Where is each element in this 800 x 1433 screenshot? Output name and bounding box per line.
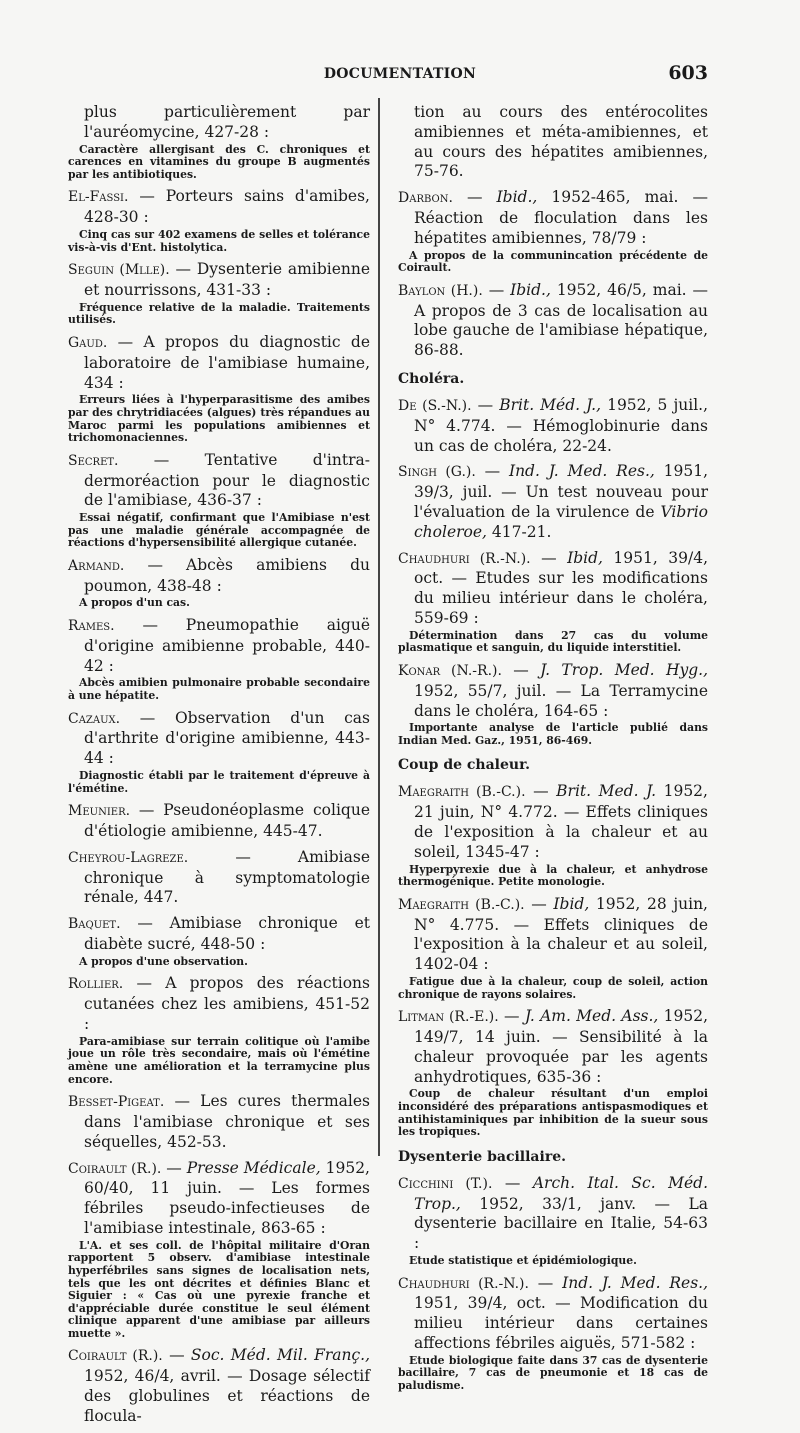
entry-summary: Fréquence relative de la maladie. Traitements utilisés. bbox=[68, 300, 370, 327]
entry-text: — bbox=[475, 462, 509, 481]
bib-entry bbox=[68, 1346, 370, 1426]
left-column bbox=[68, 103, 370, 1433]
bib-entry bbox=[68, 103, 370, 181]
bib-entry bbox=[398, 661, 708, 748]
journal-title: Ind. J. Med. Res., bbox=[508, 462, 655, 481]
bib-entry bbox=[398, 549, 708, 655]
bib-entry bbox=[68, 801, 370, 842]
entry-text: — Amibiase chronique à symptomatologie rénale, 447. bbox=[84, 847, 370, 907]
entry-text: — bbox=[161, 1158, 187, 1177]
entry-author: Rames. bbox=[68, 618, 115, 635]
entry-summary: Importante analyse de l'article publié dans Indian Med. Gaz., 1951, 86-469. bbox=[398, 721, 708, 747]
journal-title: J. Am. Med. Ass., bbox=[524, 1007, 659, 1026]
bib-entry bbox=[68, 914, 370, 968]
entry-text: 1952, 5 juil., N° 4.774. — Hémoglobinurie dans un cas de choléra, 22-24. bbox=[414, 395, 708, 455]
entry-summary: Coup de chaleur résultant d'un emploi inconsidéré des préparations antispasmodiques et antihistaminiques par inhibition de la sueur sous les tropiques. bbox=[398, 1087, 708, 1139]
entry-summary: A propos d'un cas. bbox=[79, 596, 190, 610]
journal-title: Ibid, bbox=[553, 894, 590, 913]
bib-entry bbox=[398, 281, 708, 361]
journal-title: Arch. Ital. Sc. Méd. Trop., bbox=[414, 1173, 709, 1213]
bib-entry bbox=[68, 556, 370, 610]
entry-text: — Tentative d'intra-dermoréaction pour le diagnostic de l'amibiase, 436-37 : bbox=[84, 450, 370, 510]
entry-author: Darbon. bbox=[398, 190, 453, 207]
entry-summary: L'A. et ses coll. de l'hôpital militaire d'Oran rapportent 5 observ. d'amibiase intestinale hyperfébriles sans signes de localisation nets, tels que les ont décrites et définies Blanc et Siguier : « Cas où une pyrexie franche et d'appréciable durée constitue le seul élément clinique apparent d'une amibiase par ailleurs muette ». bbox=[68, 1238, 370, 1340]
bib-entry bbox=[68, 848, 370, 908]
entry-summary: Para-amibiase sur terrain colitique où l'amibe joue un rôle très secondaire, mais où l'émétine amène une amélioration et la terramycine plus encore. bbox=[68, 1034, 370, 1086]
entry-author: Coirault (R.). bbox=[68, 1160, 162, 1177]
entry-author: De (S.-N.). bbox=[398, 397, 472, 414]
entry-author: Besset-Pigeat. bbox=[68, 1094, 165, 1111]
entry-summary: Erreurs liées à l'hyperparasitisme des amibes par des chrytridiacées (algues) très répandues au Maroc parmi les populations amibiennes et trichomonaciennes. bbox=[68, 393, 370, 445]
entry-text: — Pneumopathie aiguë d'origine amibienne probable, 440-42 : bbox=[84, 616, 370, 675]
bib-entry bbox=[398, 103, 708, 182]
entry-text: 1952, 21 juin, N° 4.772. — Effets cliniques de l'exposition à la chaleur et au soleil, 1345-47 : bbox=[414, 782, 708, 861]
entry-author: Secret. bbox=[68, 452, 119, 469]
entry-text: — bbox=[452, 188, 497, 207]
entry-text: 1952, 55/7, juil. — La Terramycine dans le choléra, 164-65 : bbox=[414, 681, 708, 720]
bib-entry bbox=[68, 709, 370, 796]
entry-summary: A propos de la communincation précédente de Coirault. bbox=[398, 248, 708, 275]
entry-text: 417-21. bbox=[486, 522, 552, 541]
entry-summary: Abcès amibien pulmonaire probable secondaire à une hépatite. bbox=[68, 676, 370, 703]
column-divider bbox=[378, 98, 380, 1156]
entry-text: — Les cures thermales dans l'amibiase chronique et ses séquelles, 452-53. bbox=[84, 1092, 370, 1151]
entry-summary: Détermination dans 27 cas du volume plasmatique et sanguin, du liquide interstitiel. bbox=[398, 628, 708, 655]
entry-summary: Essai négatif, confirmant que l'Amibiase n'est pas une maladie générale accompagnée de réactions d'hypersensibilité allergique cutanée. bbox=[68, 511, 370, 550]
entry-author: Cheyrou-Lagreze. bbox=[68, 849, 189, 866]
journal-title: J. Trop. Med. Hyg., bbox=[540, 660, 708, 679]
entry-author: Cicchini (T.). bbox=[398, 1175, 493, 1192]
entry-text: — Observation d'un cas d'arthrite d'origine amibienne, 443-44 : bbox=[84, 708, 370, 768]
bib-entry bbox=[398, 188, 708, 275]
entry-author: Singh (G.). bbox=[398, 464, 476, 481]
entry-text: — bbox=[492, 1173, 533, 1192]
entry-author: Maegraith (B.-C.). bbox=[398, 896, 525, 913]
journal-title: Ibid, bbox=[567, 548, 603, 567]
entry-text: — A propos du diagnostic de laboratoire de l'amibiase humaine, 434 : bbox=[84, 332, 370, 392]
bib-entry bbox=[398, 782, 708, 888]
bib-entry bbox=[398, 396, 708, 456]
entry-text: tion au cours des entérocolites amibiennes et méta-amibiennes, et au cours des hépatites amibiennes, 75-76. bbox=[414, 103, 708, 181]
entry-text: — Pseudonéoplasme colique d'étiologie amibienne, 445-47. bbox=[84, 801, 370, 841]
bib-entry bbox=[68, 1159, 370, 1341]
journal-title: Brit. Méd. J., bbox=[499, 395, 602, 414]
entry-author: Baylon (H.). bbox=[398, 282, 483, 299]
entry-text: — bbox=[501, 660, 541, 679]
entry-text: — bbox=[471, 395, 500, 414]
section-heading: Dysenterie bacillaire. bbox=[398, 1148, 566, 1165]
entry-text: 1952, 46/5, mai. — A propos de 3 cas de localisation au lobe gauche de l'amibiase hépatique, 86-88. bbox=[414, 280, 709, 360]
entry-summary: Diagnostic établi par le traitement d'épreuve à l'émétine. bbox=[68, 769, 370, 795]
entry-text: 1952, 60/40, 11 juin. — Les formes fébriles pseudo-infectieuses de l'amibiase intestinale, 863-65 : bbox=[84, 1158, 370, 1237]
page-number: 603 bbox=[668, 62, 708, 84]
bib-entry bbox=[68, 451, 370, 550]
species-name: Vibrio choleroe, bbox=[414, 502, 708, 541]
journal-title: Ibid., bbox=[510, 280, 551, 299]
entry-author: Baquet. bbox=[68, 916, 121, 933]
journal-title: Ibid., bbox=[496, 188, 538, 207]
entry-text: 1952-465, mai. — Réaction de floculation dans les hépatites amibiennes, 78/79 : bbox=[414, 188, 708, 247]
bib-entry bbox=[68, 333, 370, 445]
entry-summary: Caractère allergisant des C. chroniques et carences en vitamines du groupe B augmentés par les antibiotiques. bbox=[68, 142, 370, 181]
section-heading: Choléra. bbox=[398, 370, 465, 387]
entry-summary: Hyperpyrexie due à la chaleur, et anhydrose thermogénique. Petite monologie. bbox=[398, 862, 708, 889]
bib-entry bbox=[398, 1007, 708, 1139]
entry-text: 1951, 39/3, juil. — Un test nouveau pour l'évaluation de la virulence de bbox=[414, 462, 708, 521]
entry-author: Coirault (R.). bbox=[68, 1348, 163, 1365]
entry-author: El-Fassi. bbox=[68, 189, 129, 206]
bib-entry bbox=[68, 187, 370, 254]
entry-text: 1952, 149/7, 14 juin. — Sensibilité à la chaleur provoquée par les agents anhydrotiques, 635-36 : bbox=[414, 1007, 708, 1086]
entry-author: Armand. bbox=[68, 557, 125, 574]
journal-title: Soc. Méd. Mil. Franç., bbox=[190, 1346, 370, 1365]
right-column bbox=[398, 103, 708, 1399]
entry-summary: Etude biologique faite dans 37 cas de dysenterie bacillaire, 7 cas de pneumonie et 18 cas de paludisme. bbox=[398, 1353, 708, 1392]
entry-text: — bbox=[525, 782, 557, 801]
entry-author: Cazaux. bbox=[68, 710, 121, 727]
entry-text: — Abcès amibiens du poumon, 438-48 : bbox=[84, 555, 370, 595]
bib-entry bbox=[398, 1174, 708, 1268]
entry-text: 1952, 33/1, janv. — La dysenterie bacillaire en Italie, 54-63 : bbox=[414, 1194, 708, 1253]
bib-entry bbox=[68, 1092, 370, 1152]
entry-text: 1951, 39/4, oct. — Etudes sur les modifications du milieu intérieur dans le choléra, 559-69 : bbox=[414, 548, 708, 627]
entry-text: 1951, 39/4, oct. — Modification du milieu intérieur dans certaines affections fébriles aiguës, 571-582 : bbox=[414, 1294, 708, 1352]
journal-title: Ind. J. Med. Res., bbox=[562, 1273, 708, 1292]
entry-author: Maegraith (B.-C.). bbox=[398, 784, 526, 801]
entry-author: Seguin (Mlle). bbox=[68, 262, 170, 279]
entry-text: — Dysenterie amibienne et nourrissons, 431-33 : bbox=[84, 260, 371, 299]
entry-author: Chaudhuri (R.-N.). bbox=[398, 550, 531, 567]
journal-title: Presse Médicale, bbox=[186, 1158, 321, 1177]
section-heading: Coup de chaleur. bbox=[398, 757, 531, 774]
bib-entry bbox=[68, 616, 370, 703]
entry-author: Litman (R.-E.). bbox=[398, 1009, 499, 1026]
entry-author: Rollier. bbox=[68, 976, 124, 993]
entry-text: 1952, 28 juin, N° 4.775. — Effets cliniques de l'exposition à la chaleur et au soleil, 1402-04 : bbox=[414, 894, 708, 974]
entry-text: plus particulièrement par l'auréomycine, 427-28 : bbox=[84, 103, 370, 141]
entry-author: Chaudhuri (R.-N.). bbox=[398, 1275, 529, 1292]
entry-text: — bbox=[498, 1007, 525, 1026]
entry-text: — bbox=[524, 894, 554, 913]
entry-author: Gaud. bbox=[68, 334, 108, 351]
entry-text: — Porteurs sains d'amibes, 428-30 : bbox=[84, 187, 370, 227]
entry-text: — bbox=[482, 280, 511, 299]
entry-text: 1952, 46/4, avril. — Dosage sélectif des globulines et réactions de flocula- bbox=[84, 1367, 370, 1425]
bib-entry bbox=[398, 895, 708, 1001]
entry-author: Konar (N.-R.). bbox=[398, 662, 502, 679]
entry-summary: Etude statistique et épidémiologique. bbox=[409, 1253, 637, 1267]
running-title: DOCUMENTATION bbox=[323, 66, 477, 82]
entry-text: — Amibiase chronique et diabète sucré, 448-50 : bbox=[84, 914, 370, 953]
entry-text: — bbox=[530, 548, 568, 567]
entry-text: — A propos des réactions cutanées chez les amibiens, 451-52 : bbox=[84, 974, 370, 1033]
bib-entry bbox=[68, 260, 370, 327]
bib-entry bbox=[68, 974, 370, 1086]
bib-entry bbox=[398, 462, 708, 542]
bib-entry bbox=[398, 1274, 708, 1393]
entry-text: — bbox=[528, 1273, 563, 1292]
entry-summary: Fatigue due à la chaleur, coup de soleil, action chronique de rayons solaires. bbox=[398, 975, 708, 1001]
entry-author: Meunier. bbox=[68, 803, 131, 820]
entry-summary: Cinq cas sur 402 examens de selles et tolérance vis-à-vis d'Ent. histolytica. bbox=[68, 227, 370, 254]
entry-text: — bbox=[162, 1346, 191, 1365]
entry-summary: A propos d'une observation. bbox=[79, 954, 248, 968]
page-header bbox=[0, 64, 800, 86]
journal-title: Brit. Med. J. bbox=[556, 782, 657, 801]
